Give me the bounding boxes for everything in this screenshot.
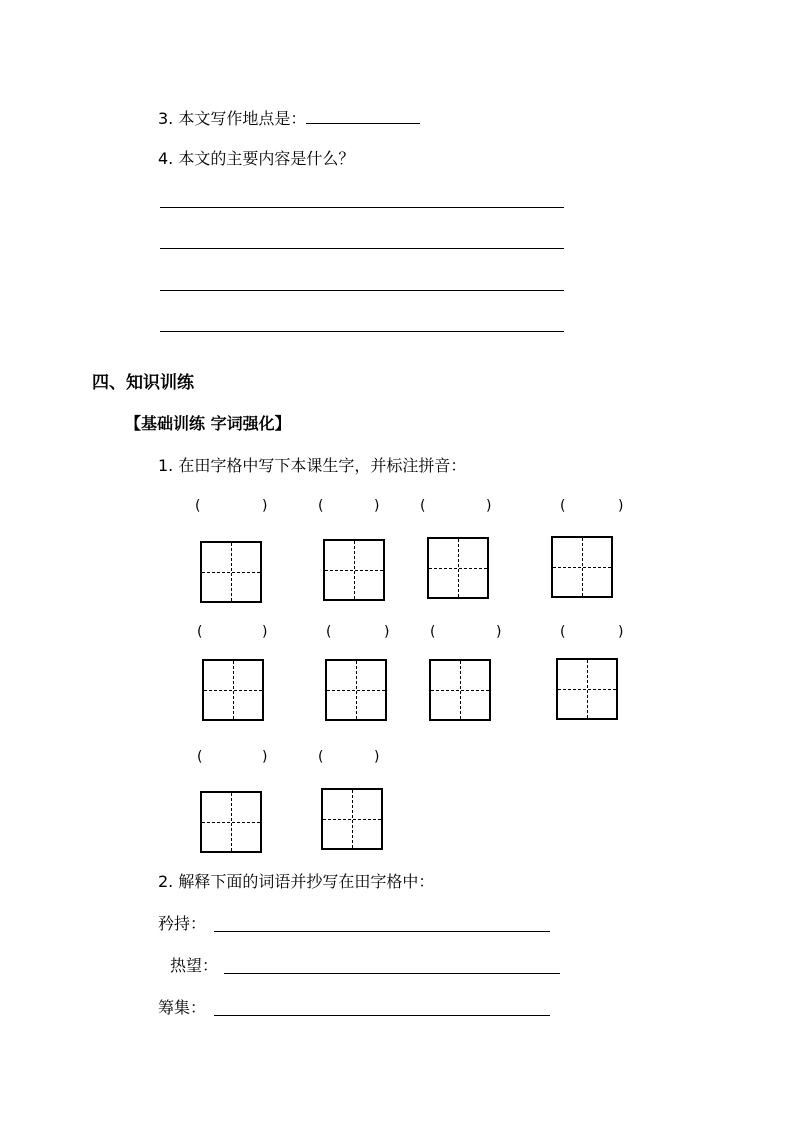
tianzige-grid[interactable] bbox=[200, 791, 262, 853]
section-heading: 四、知识训练 bbox=[92, 373, 194, 393]
tianzige-grid[interactable] bbox=[321, 788, 383, 850]
pinyin-paren-close: ) bbox=[496, 624, 502, 640]
pinyin-paren-open: ( bbox=[430, 624, 436, 640]
task-1-text: 1. 在田字格中写下本课生字，并标注拼音： bbox=[158, 456, 467, 475]
pinyin-paren-open: ( bbox=[560, 624, 566, 640]
pinyin-paren-close: ) bbox=[374, 749, 380, 765]
definition-line[interactable] bbox=[224, 973, 560, 974]
task-2-text: 2. 解释下面的词语并抄写在田字格中： bbox=[158, 872, 435, 891]
answer-line-4[interactable] bbox=[160, 331, 564, 332]
answer-line-3[interactable] bbox=[160, 290, 564, 291]
pinyin-paren-open: ( bbox=[326, 624, 332, 640]
pinyin-paren-open: ( bbox=[195, 498, 201, 514]
tianzige-grid[interactable] bbox=[200, 541, 262, 603]
pinyin-paren-open: ( bbox=[318, 749, 324, 765]
pinyin-paren-close: ) bbox=[262, 749, 268, 765]
pinyin-paren-close: ) bbox=[384, 624, 390, 640]
pinyin-paren-close: ) bbox=[486, 498, 492, 514]
tianzige-grid[interactable] bbox=[323, 539, 385, 601]
tianzige-grid[interactable] bbox=[556, 658, 618, 720]
word-label: 热望： bbox=[170, 956, 219, 975]
pinyin-paren-open: ( bbox=[197, 624, 203, 640]
word-label: 筹集： bbox=[158, 998, 207, 1017]
pinyin-paren-close: ) bbox=[618, 498, 624, 514]
tianzige-grid[interactable] bbox=[325, 659, 387, 721]
tianzige-grid[interactable] bbox=[427, 537, 489, 599]
pinyin-paren-open: ( bbox=[197, 749, 203, 765]
pinyin-paren-close: ) bbox=[374, 498, 380, 514]
definition-line[interactable] bbox=[214, 931, 550, 932]
question-4-text: 4. 本文的主要内容是什么？ bbox=[158, 149, 355, 168]
answer-line-2[interactable] bbox=[160, 248, 564, 249]
answer-blank-location[interactable] bbox=[306, 108, 420, 124]
pinyin-paren-open: ( bbox=[318, 498, 324, 514]
pinyin-paren-close: ) bbox=[618, 624, 624, 640]
pinyin-paren-close: ) bbox=[262, 498, 268, 514]
question-3 bbox=[158, 108, 420, 129]
tianzige-grid[interactable] bbox=[551, 536, 613, 598]
pinyin-paren-open: ( bbox=[560, 498, 566, 514]
word-label: 矜持： bbox=[158, 914, 207, 933]
tianzige-grid[interactable] bbox=[429, 659, 491, 721]
answer-line-1[interactable] bbox=[160, 207, 564, 208]
section-subheading: 【基础训练 字词强化】 bbox=[125, 414, 291, 433]
tianzige-grid[interactable] bbox=[202, 659, 264, 721]
definition-line[interactable] bbox=[214, 1015, 550, 1016]
question-3-text: 3. 本文写作地点是： bbox=[158, 109, 307, 128]
pinyin-paren-open: ( bbox=[420, 498, 426, 514]
pinyin-paren-close: ) bbox=[262, 624, 268, 640]
